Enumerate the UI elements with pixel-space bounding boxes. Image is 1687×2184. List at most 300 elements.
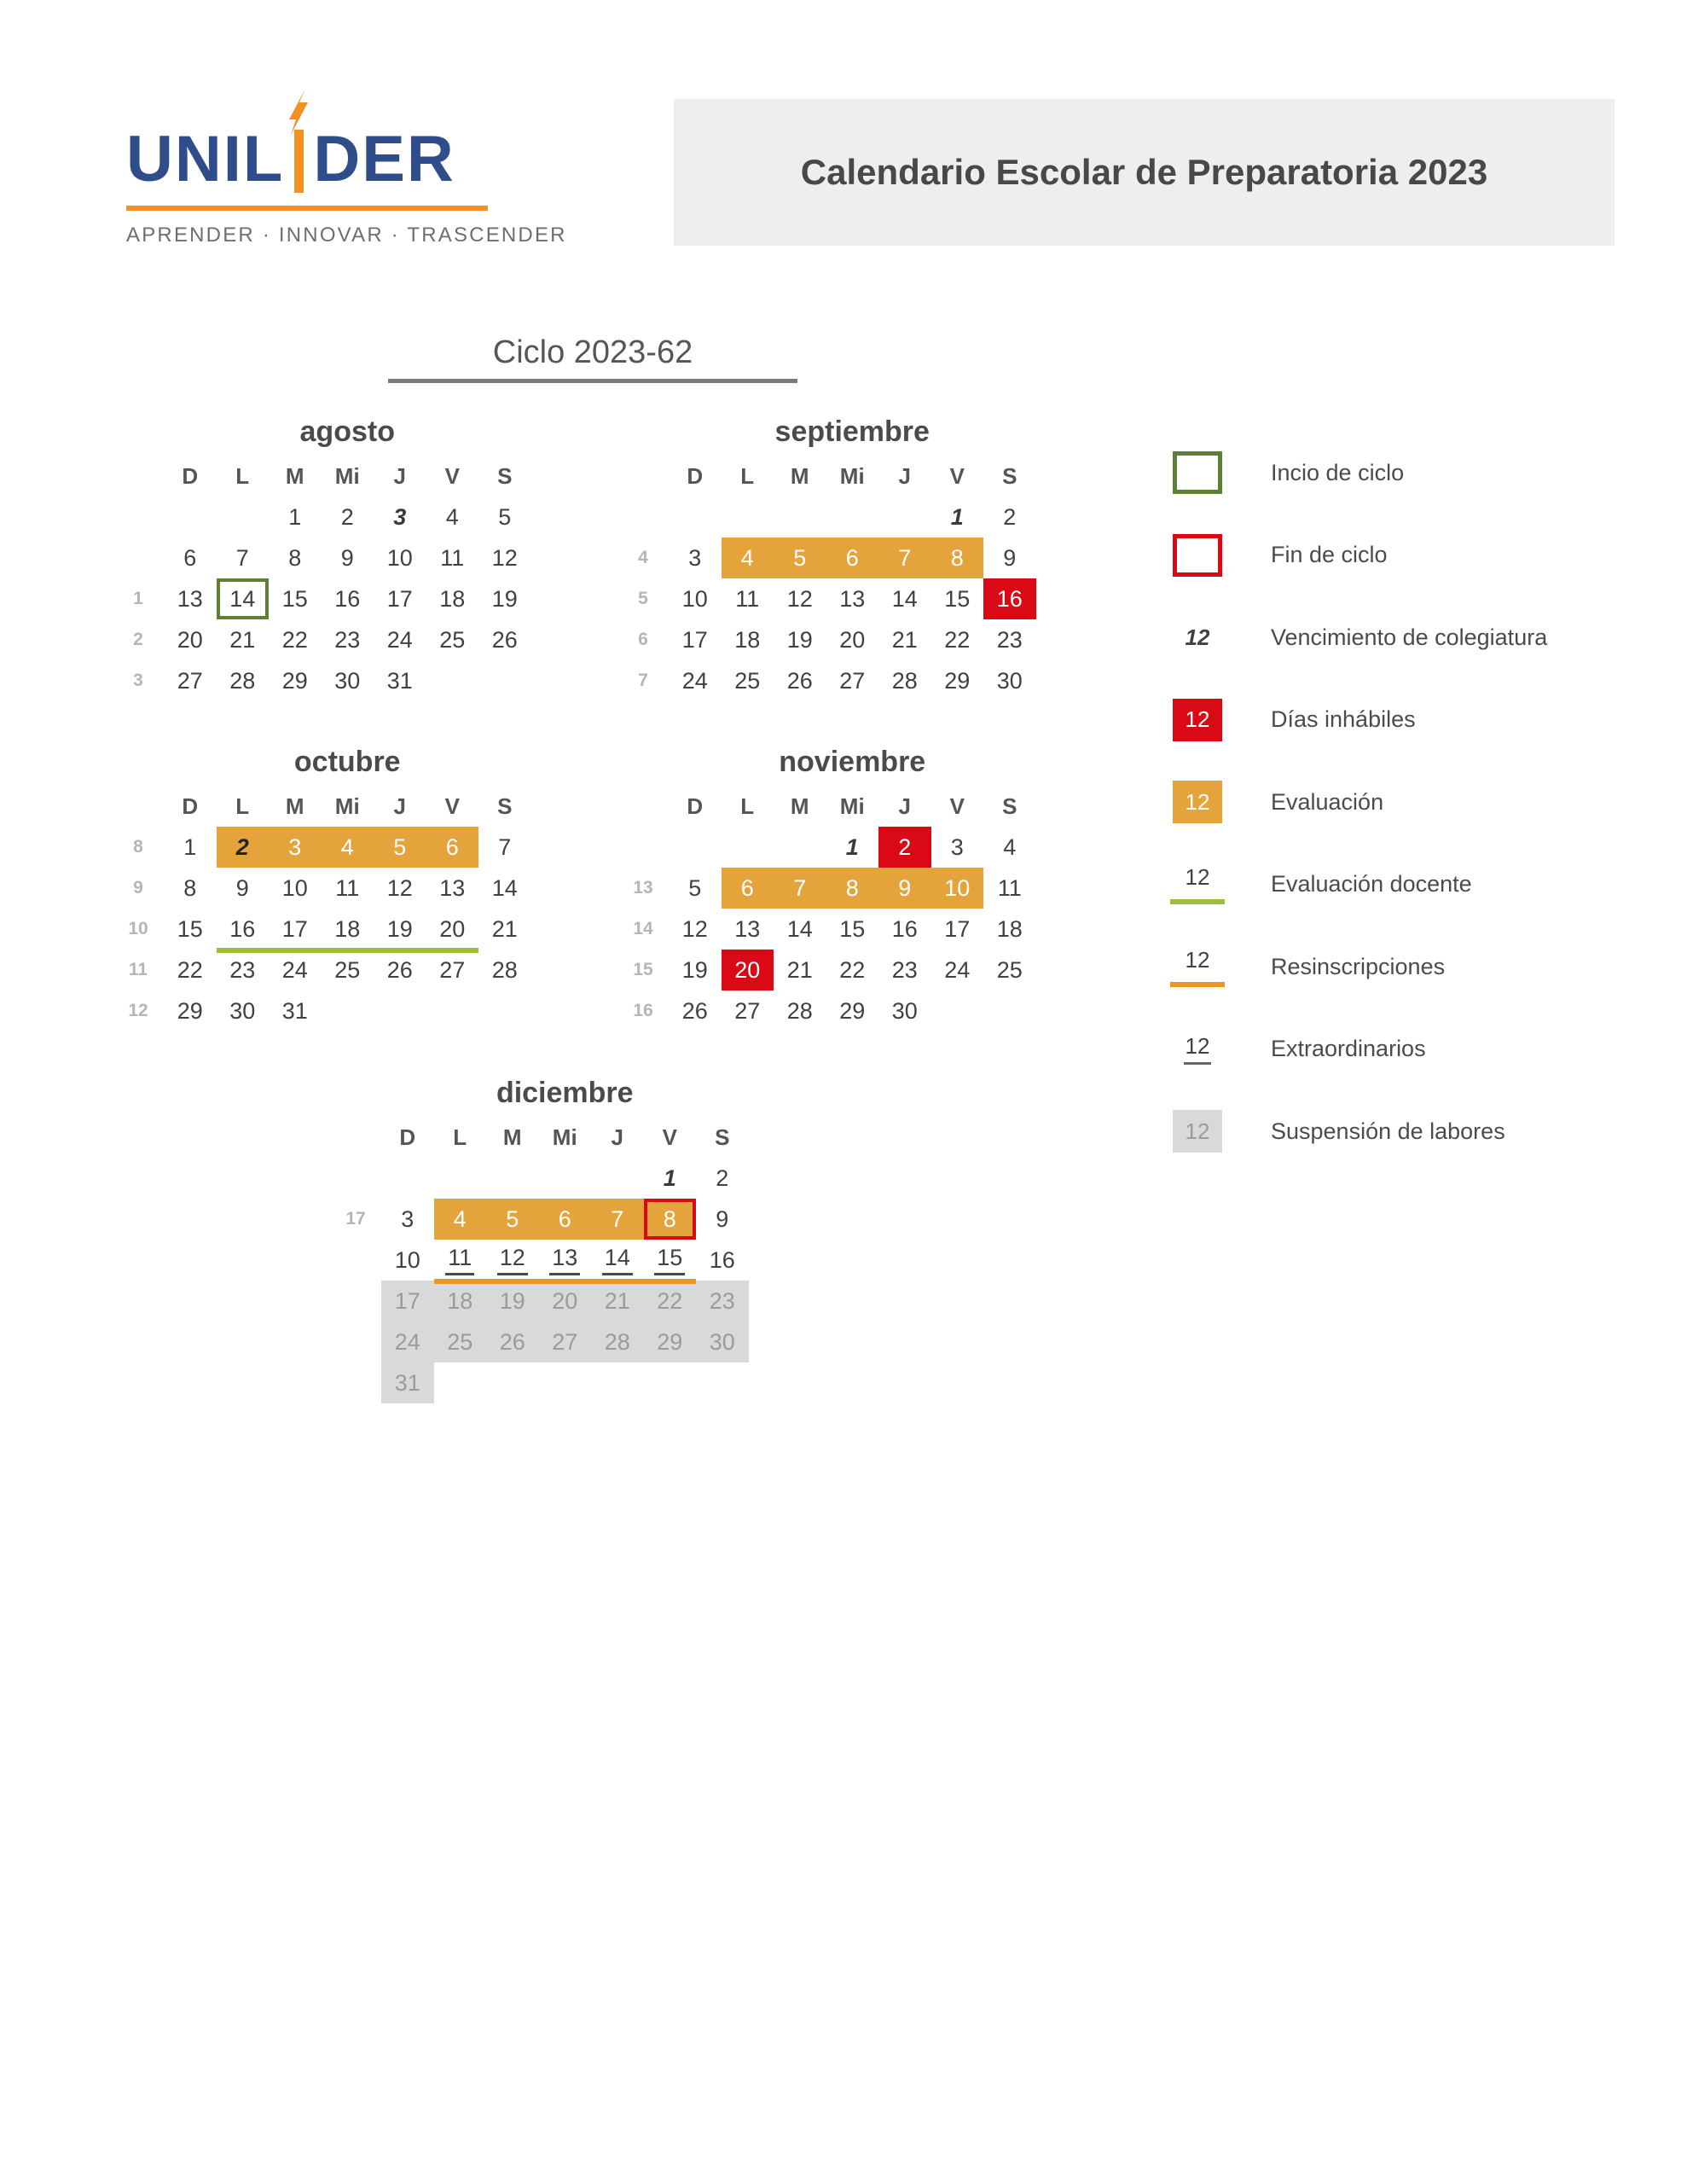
day-cell <box>217 909 270 950</box>
week-row <box>113 537 531 578</box>
day-cell <box>669 497 722 537</box>
day-number: 6 <box>845 544 859 571</box>
day-number: 11 <box>735 585 760 612</box>
day-number: 3 <box>950 834 964 860</box>
day-number: 15 <box>839 915 866 942</box>
cycle-label: Ciclo 2023-62 <box>492 334 693 370</box>
day-cell <box>381 1281 434 1321</box>
cycle-heading <box>388 334 797 383</box>
day-number: 14 <box>229 585 256 612</box>
title-banner <box>674 99 1615 246</box>
weekday-header: M <box>285 793 304 819</box>
legend-swatch-box <box>1173 534 1222 577</box>
month-title: octubre <box>293 746 401 778</box>
weekday-header: Mi <box>334 462 360 489</box>
day-cell <box>826 619 879 660</box>
resinscripciones-underline <box>434 1279 697 1284</box>
weekday-header: V <box>444 462 460 489</box>
day-cell <box>931 909 984 950</box>
week-row <box>617 909 1036 950</box>
day-cell <box>374 619 426 660</box>
day-cell <box>878 909 931 950</box>
week-number <box>330 1281 381 1321</box>
day-number: 5 <box>506 1205 519 1232</box>
legend-label: Fin de ciclo <box>1271 542 1388 568</box>
day-cell <box>722 827 774 868</box>
day-number: 24 <box>281 956 308 983</box>
day-cell <box>878 990 931 1031</box>
day-number: 30 <box>229 997 256 1024</box>
day-cell <box>217 537 270 578</box>
day-cell <box>826 578 879 619</box>
day-number: 18 <box>447 1287 473 1314</box>
week-number-spacer <box>113 456 164 497</box>
weekday-header: L <box>740 793 755 819</box>
day-cell <box>669 868 722 909</box>
day-cell <box>696 1362 749 1403</box>
day-cell <box>269 578 322 619</box>
week-number: 13 <box>633 878 653 897</box>
day-cell <box>478 827 531 868</box>
day-cell <box>434 1240 487 1281</box>
day-cell <box>269 497 322 537</box>
day-cell <box>322 868 374 909</box>
week-number <box>113 497 164 537</box>
day-number: 19 <box>499 1287 525 1314</box>
day-number: 7 <box>235 544 249 571</box>
legend-item <box>1170 1090 1547 1173</box>
day-number: 16 <box>996 585 1023 612</box>
day-cell <box>983 497 1036 537</box>
day-number: 6 <box>740 874 754 901</box>
day-cell <box>434 1321 487 1362</box>
day-cell <box>164 990 217 1031</box>
day-cell <box>878 868 931 909</box>
week-number <box>617 497 669 537</box>
day-number: 11 <box>335 874 360 901</box>
day-cell <box>878 660 931 701</box>
week-row <box>330 1240 749 1281</box>
week-number <box>330 1240 381 1281</box>
day-number: 1 <box>183 834 197 860</box>
legend-swatch-box: 12 <box>1173 699 1222 741</box>
day-number: 6 <box>183 544 197 571</box>
day-cell <box>322 619 374 660</box>
day-number: 21 <box>491 915 518 942</box>
legend-label: Evaluación <box>1271 788 1384 815</box>
day-cell <box>434 1158 487 1199</box>
day-number: 9 <box>716 1205 729 1232</box>
day-number: 16 <box>709 1246 735 1273</box>
day-cell <box>539 1240 592 1281</box>
day-cell <box>774 868 826 909</box>
legend-label: Evaluación docente <box>1271 871 1472 897</box>
day-number: 1 <box>845 834 859 860</box>
day-number: 3 <box>688 544 702 571</box>
day-number: 20 <box>734 956 761 983</box>
day-number: 1 <box>288 503 302 530</box>
day-cell <box>381 1240 434 1281</box>
week-number: 2 <box>133 630 143 649</box>
day-cell <box>322 578 374 619</box>
legend-swatch-plain-bold <box>1170 624 1225 651</box>
legend-swatch-gray-fill <box>1170 1110 1225 1153</box>
week-row <box>113 909 531 950</box>
legend-swatch-box <box>1173 451 1222 494</box>
day-number: 14 <box>891 585 918 612</box>
week-row <box>617 497 1036 537</box>
day-cell <box>722 578 774 619</box>
weekday-header: V <box>662 1124 677 1150</box>
day-number: 19 <box>681 956 708 983</box>
day-cell <box>164 660 217 701</box>
day-number: 1 <box>663 1165 676 1191</box>
day-number: 27 <box>439 956 466 983</box>
day-cell <box>644 1240 697 1281</box>
day-number: 14 <box>786 915 813 942</box>
week-number: 6 <box>638 630 648 649</box>
day-number: 3 <box>401 1205 415 1232</box>
day-number: 18 <box>334 915 361 942</box>
day-cell <box>774 909 826 950</box>
day-cell <box>931 868 984 909</box>
day-number: 30 <box>334 667 361 694</box>
day-cell <box>164 909 217 950</box>
day-number: 23 <box>334 626 361 653</box>
day-cell <box>931 578 984 619</box>
day-number: 14 <box>602 1245 633 1275</box>
legend-swatch-box: 12 <box>1173 1110 1222 1153</box>
weekday-header: S <box>1002 793 1017 819</box>
week-number: 5 <box>638 589 648 608</box>
day-number: 25 <box>439 626 466 653</box>
weekday-header: L <box>235 793 250 819</box>
day-cell <box>644 1158 697 1199</box>
day-number: 12 <box>786 585 813 612</box>
day-cell <box>217 497 270 537</box>
day-cell <box>722 497 774 537</box>
day-cell <box>381 1321 434 1362</box>
day-number: 24 <box>386 626 413 653</box>
day-cell <box>722 990 774 1031</box>
day-number: 20 <box>439 915 466 942</box>
month-noviembre <box>617 745 1036 1031</box>
week-row <box>113 990 531 1031</box>
weekday-header: J <box>611 1124 623 1150</box>
week-number: 10 <box>128 919 148 938</box>
day-cell <box>269 990 322 1031</box>
legend-swatch-bar <box>1170 982 1225 987</box>
day-number: 19 <box>491 585 518 612</box>
day-cell <box>983 827 1036 868</box>
week-row <box>617 619 1036 660</box>
week-row <box>113 660 531 701</box>
day-cell <box>774 497 826 537</box>
legend-swatch-orange-fill <box>1170 781 1225 823</box>
day-number: 10 <box>386 544 413 571</box>
day-number: 28 <box>891 667 918 694</box>
day-number: 9 <box>1003 544 1017 571</box>
weekday-header: V <box>949 793 965 819</box>
day-number: 19 <box>386 915 413 942</box>
legend-swatch-red-fill <box>1170 699 1225 741</box>
day-cell <box>983 868 1036 909</box>
day-number: 29 <box>281 667 308 694</box>
day-number: 19 <box>786 626 813 653</box>
legend-item <box>1170 844 1547 926</box>
day-number: 18 <box>734 626 761 653</box>
month-grid <box>113 786 531 1031</box>
day-number: 22 <box>839 956 866 983</box>
day-cell <box>591 1281 644 1321</box>
day-number: 20 <box>177 626 203 653</box>
day-number: 9 <box>235 874 249 901</box>
day-number: 31 <box>394 1369 420 1396</box>
day-cell <box>374 950 426 990</box>
weekday-header-row <box>330 1117 749 1158</box>
legend-item <box>1170 926 1547 1008</box>
day-cell <box>217 660 270 701</box>
day-number: 7 <box>498 834 512 860</box>
day-cell <box>269 909 322 950</box>
weekday-header: J <box>393 793 406 819</box>
day-number: 18 <box>439 585 466 612</box>
legend-swatch-green-underline <box>1170 864 1225 904</box>
day-cell <box>774 537 826 578</box>
day-cell <box>486 1321 539 1362</box>
day-cell <box>931 497 984 537</box>
day-number: 10 <box>394 1246 420 1273</box>
day-cell <box>164 578 217 619</box>
day-cell <box>669 660 722 701</box>
day-number: 3 <box>393 503 407 530</box>
day-cell <box>539 1199 592 1240</box>
month-grid <box>617 456 1036 701</box>
legend-item <box>1170 1008 1547 1091</box>
day-cell <box>426 868 479 909</box>
legend-swatch-number: 12 <box>1185 946 1210 973</box>
day-number: 11 <box>997 874 1022 901</box>
day-cell <box>164 827 217 868</box>
day-cell <box>374 990 426 1031</box>
day-cell <box>322 660 374 701</box>
day-cell <box>722 950 774 990</box>
day-number: 22 <box>177 956 203 983</box>
legend-label: Resinscripciones <box>1271 953 1446 979</box>
day-number: 26 <box>786 667 813 694</box>
day-cell <box>774 619 826 660</box>
day-cell <box>539 1362 592 1403</box>
week-number <box>330 1158 381 1199</box>
weekday-header: D <box>182 462 199 489</box>
day-cell <box>486 1158 539 1199</box>
day-cell <box>269 619 322 660</box>
day-cell <box>826 660 879 701</box>
day-cell <box>983 909 1036 950</box>
day-number: 6 <box>558 1205 571 1232</box>
day-number: 16 <box>891 915 918 942</box>
day-cell <box>217 950 270 990</box>
day-cell <box>478 537 531 578</box>
day-number: 23 <box>996 626 1023 653</box>
week-number: 1 <box>133 589 143 608</box>
week-row <box>330 1158 749 1199</box>
day-cell <box>983 619 1036 660</box>
legend-swatch-red-outline <box>1170 534 1225 577</box>
week-number <box>617 827 669 868</box>
day-cell <box>426 909 479 950</box>
day-number: 16 <box>229 915 256 942</box>
day-number: 10 <box>681 585 708 612</box>
day-number: 17 <box>681 626 708 653</box>
day-number: 5 <box>393 834 407 860</box>
day-number: 29 <box>839 997 866 1024</box>
week-number: 9 <box>133 878 143 897</box>
day-number: 25 <box>996 956 1023 983</box>
day-cell <box>644 1199 697 1240</box>
legend-swatch-box: 12 <box>1173 781 1222 823</box>
day-number: 2 <box>716 1165 729 1191</box>
day-cell <box>722 537 774 578</box>
day-cell <box>478 497 531 537</box>
day-cell <box>374 497 426 537</box>
legend-item <box>1170 679 1547 762</box>
weekday-header: L <box>740 462 755 489</box>
week-number: 17 <box>345 1209 366 1228</box>
day-cell <box>669 950 722 990</box>
day-cell <box>878 950 931 990</box>
day-number: 18 <box>996 915 1023 942</box>
weekday-header: S <box>715 1124 730 1150</box>
day-number: 8 <box>845 874 859 901</box>
day-number: 2 <box>340 503 354 530</box>
week-row <box>113 619 531 660</box>
month-grid <box>113 456 531 701</box>
day-number: 29 <box>944 667 971 694</box>
weekday-header: S <box>497 462 513 489</box>
day-number: 9 <box>898 874 912 901</box>
cycle-underline <box>388 379 797 383</box>
day-number: 26 <box>386 956 413 983</box>
day-cell <box>826 537 879 578</box>
day-number: 17 <box>944 915 971 942</box>
week-number: 7 <box>638 671 648 690</box>
day-number: 27 <box>839 667 866 694</box>
weekday-header: Mi <box>552 1124 577 1150</box>
day-number: 4 <box>740 544 754 571</box>
day-cell <box>322 909 374 950</box>
day-cell <box>374 827 426 868</box>
day-number: 21 <box>786 956 813 983</box>
day-cell <box>374 660 426 701</box>
logo-text-prefix: UNIL <box>126 123 285 195</box>
day-number: 24 <box>944 956 971 983</box>
day-number: 12 <box>386 874 413 901</box>
day-number: 30 <box>709 1328 735 1355</box>
weekday-header: D <box>687 793 704 819</box>
day-cell <box>426 537 479 578</box>
day-number: 2 <box>898 834 912 860</box>
week-row <box>330 1321 749 1362</box>
day-cell <box>591 1240 644 1281</box>
week-row <box>330 1199 749 1240</box>
day-cell <box>269 660 322 701</box>
day-cell <box>774 950 826 990</box>
weekday-header: Mi <box>334 793 360 819</box>
day-number: 8 <box>183 874 197 901</box>
day-number: 4 <box>445 503 459 530</box>
day-cell <box>696 1240 749 1281</box>
day-number: 1 <box>950 503 964 530</box>
day-cell <box>931 660 984 701</box>
legend-swatch-orange-underline <box>1170 947 1225 987</box>
legend-label: Vencimiento de colegiatura <box>1271 624 1548 650</box>
day-cell <box>426 990 479 1031</box>
day-cell <box>426 827 479 868</box>
week-row <box>617 578 1036 619</box>
day-cell <box>486 1240 539 1281</box>
legend-label: Extraordinarios <box>1271 1036 1426 1062</box>
legend-swatch-green-outline <box>1170 451 1225 494</box>
day-cell <box>381 1362 434 1403</box>
day-cell <box>826 868 879 909</box>
weekday-header: M <box>790 462 809 489</box>
day-cell <box>644 1321 697 1362</box>
day-number: 25 <box>334 956 361 983</box>
day-number: 10 <box>281 874 308 901</box>
day-cell <box>539 1281 592 1321</box>
week-number-spacer <box>617 456 669 497</box>
day-number: 31 <box>281 997 308 1024</box>
weekday-header: S <box>497 793 513 819</box>
day-cell <box>878 827 931 868</box>
week-number: 4 <box>638 548 648 567</box>
day-cell <box>591 1321 644 1362</box>
day-cell <box>322 497 374 537</box>
week-number-spacer <box>113 786 164 827</box>
day-cell <box>217 619 270 660</box>
week-row <box>617 868 1036 909</box>
page-title: Calendario Escolar de Preparatoria 2023 <box>800 152 1488 192</box>
day-cell <box>269 827 322 868</box>
weekday-header: L <box>235 462 250 489</box>
day-cell <box>983 990 1036 1031</box>
day-cell <box>983 660 1036 701</box>
day-cell <box>426 950 479 990</box>
day-cell <box>669 909 722 950</box>
day-number: 6 <box>445 834 459 860</box>
day-cell <box>164 950 217 990</box>
day-cell <box>878 537 931 578</box>
logo-tagline: APRENDER · INNOVAR · TRASCENDER <box>126 224 567 247</box>
legend-swatch-number: 12 <box>1184 1033 1212 1065</box>
day-cell <box>931 950 984 990</box>
day-number: 15 <box>177 915 203 942</box>
day-number: 8 <box>663 1205 676 1232</box>
day-number: 15 <box>654 1245 685 1275</box>
weekday-header: S <box>1002 462 1017 489</box>
day-cell <box>486 1362 539 1403</box>
day-cell <box>478 950 531 990</box>
week-row <box>113 578 531 619</box>
weekday-header: V <box>949 462 965 489</box>
week-number-spacer <box>330 1117 381 1158</box>
month-grid <box>330 1117 749 1403</box>
day-cell <box>669 827 722 868</box>
week-row <box>330 1281 749 1321</box>
day-number: 2 <box>235 834 249 860</box>
legend-label: Días inhábiles <box>1271 706 1416 733</box>
